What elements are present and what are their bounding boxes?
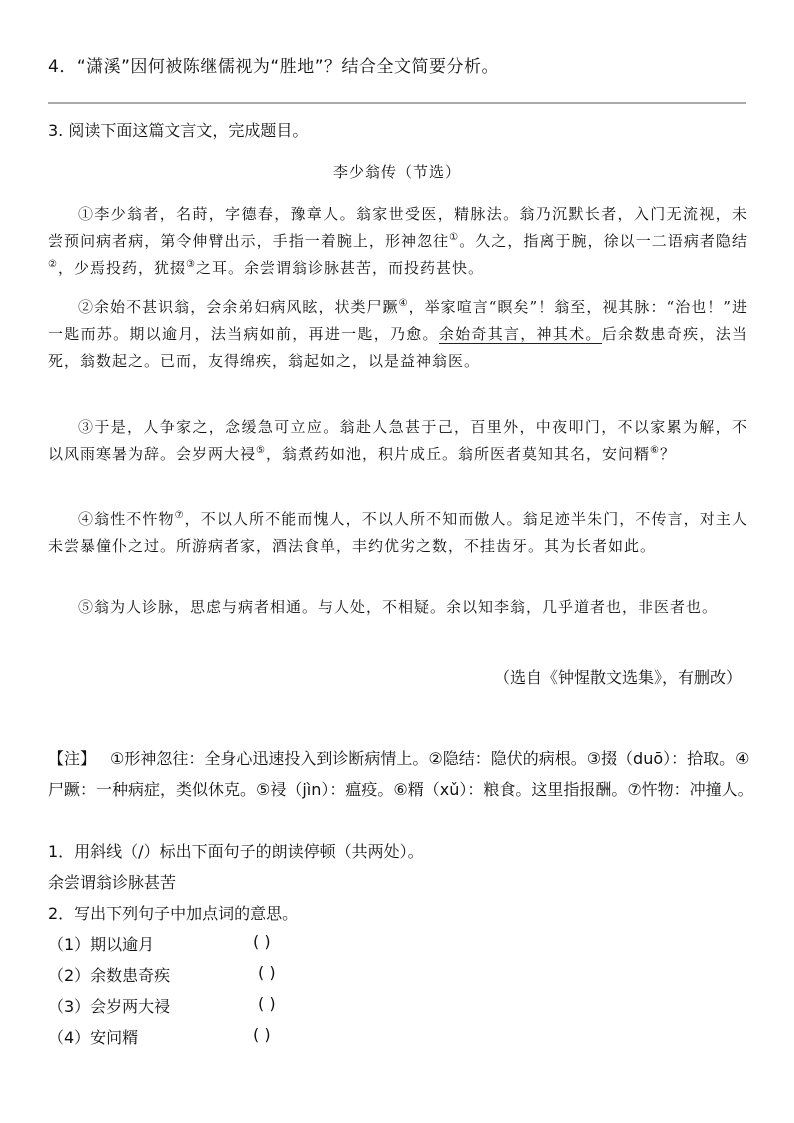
text-run: ？ bbox=[659, 445, 676, 463]
question-4: 4．“潇溪”因何被陈继儒视为“胜地”？结合全文简要分析。 bbox=[48, 57, 500, 77]
footnote-ref: ⑦ bbox=[174, 510, 185, 521]
article-source: （选自《钟惺散文选集》，有删改） bbox=[493, 668, 742, 687]
section-intro: 3. 阅读下面这篇文言文，完成题目。 bbox=[48, 121, 309, 140]
article-paragraph-3 bbox=[48, 414, 748, 468]
text-run: ，不以人所不能而愧人，不以人所不知而傲人。翁足迹半朱门，不传言，对主人未尝暴僮仆之过。所游病者家，酒法食单，丰约优劣之数，不挂齿牙。其为长者如此。 bbox=[48, 510, 748, 555]
article-paragraph-2 bbox=[48, 294, 748, 375]
notes-text: ①形神忽往：全身心迅速投入到诊断病情上。②隐结：隐伏的病根。③掇（duō）：拾取。④尸蹶：一种病症，类似休克。⑤祲（jìn）：瘟疫。⑥糈（xǔ）：粮食。这里指报酬。⑦忤物：冲撞人。 bbox=[48, 749, 754, 799]
notes bbox=[48, 743, 754, 805]
question-1-sentence: 余尝谓翁诊脉甚苦 bbox=[48, 873, 177, 892]
question-2-item-3: （3）会岁两大祲 bbox=[48, 997, 171, 1016]
text-run: ③于是，人争家之，念缓急可立应。翁赴人急甚于己，百里外，中夜叩门，不以家累为解，不以风雨寒暑为辞。会岁两大祲 bbox=[48, 418, 748, 463]
footnote-ref: ③ bbox=[185, 259, 196, 270]
text-run: 后余数患奇疾，法当死，翁数起之。已而，友得绵疾，翁起如之，以是益神翁医。 bbox=[48, 325, 748, 370]
text-run: 。久之，指离于腕，徐以一二语病者隐结 bbox=[459, 232, 748, 250]
question-2-item-1: （1）期以逾月 bbox=[48, 935, 155, 954]
article-paragraph-4 bbox=[48, 506, 748, 560]
footnote-ref: ⑤ bbox=[256, 445, 266, 456]
text-run: ④翁性不忤物 bbox=[78, 510, 175, 528]
footnote-ref: ⑥ bbox=[650, 445, 660, 456]
answer-blank-2[interactable]: ( ) bbox=[258, 963, 276, 982]
answer-blank-1[interactable]: ( ) bbox=[253, 932, 271, 951]
text-run: ②余始不甚识翁，会余弟妇病风眩，状类尸蹶 bbox=[78, 298, 399, 316]
text-run: ，举家喧言“瞑矣”！翁至，视其脉：“治也！”进一匙而苏。期以逾月，法当病如前，再进一匙，乃愈。 bbox=[48, 298, 748, 343]
footnote-ref: ① bbox=[449, 232, 460, 243]
text-run: 之耳。余尝谓翁诊脉甚苦，而投药甚快。 bbox=[195, 259, 484, 277]
text-run: ①李少翁者，名莳，字德春，豫章人。翁家世受医，精脉法。翁乃沉默长者，入门无流视，未尝预问病者病，第令伸臂出示，手指一着腕上，形神忽往 bbox=[48, 205, 748, 250]
footnote-ref: ④ bbox=[398, 298, 409, 309]
question-1: 1．用斜线（/）标出下面句子的朗读停顿（共两处）。 bbox=[48, 842, 424, 861]
question-2-item-2: （2）余数患奇疾 bbox=[48, 966, 171, 985]
answer-blank-4[interactable]: ( ) bbox=[253, 1025, 271, 1044]
underlined-sentence: 余始奇其言，神其术。 bbox=[438, 325, 602, 343]
article-title: 李少翁传（节选） bbox=[332, 163, 461, 181]
article-paragraph-1 bbox=[48, 201, 748, 282]
text-run: ⑤翁为人诊脉，思虑与病者相通。与人处，不相疑。余以知李翁，几乎道者也，非医者也。 bbox=[78, 598, 719, 616]
section-divider bbox=[48, 102, 746, 104]
text-run: ，少焉投药，犹掇 bbox=[57, 259, 186, 277]
footnote-ref: ② bbox=[48, 259, 58, 270]
notes-label: 【注】 bbox=[48, 749, 97, 768]
answer-blank-3[interactable]: ( ) bbox=[258, 994, 276, 1013]
question-2: 2．写出下列句子中加点词的意思。 bbox=[48, 904, 299, 923]
question-2-item-4: （4）安问糈 bbox=[48, 1028, 139, 1047]
article-paragraph-5 bbox=[48, 594, 748, 621]
text-run: ，翁煮药如池，积片成丘。翁所医者莫知其名，安问糈 bbox=[265, 445, 650, 463]
